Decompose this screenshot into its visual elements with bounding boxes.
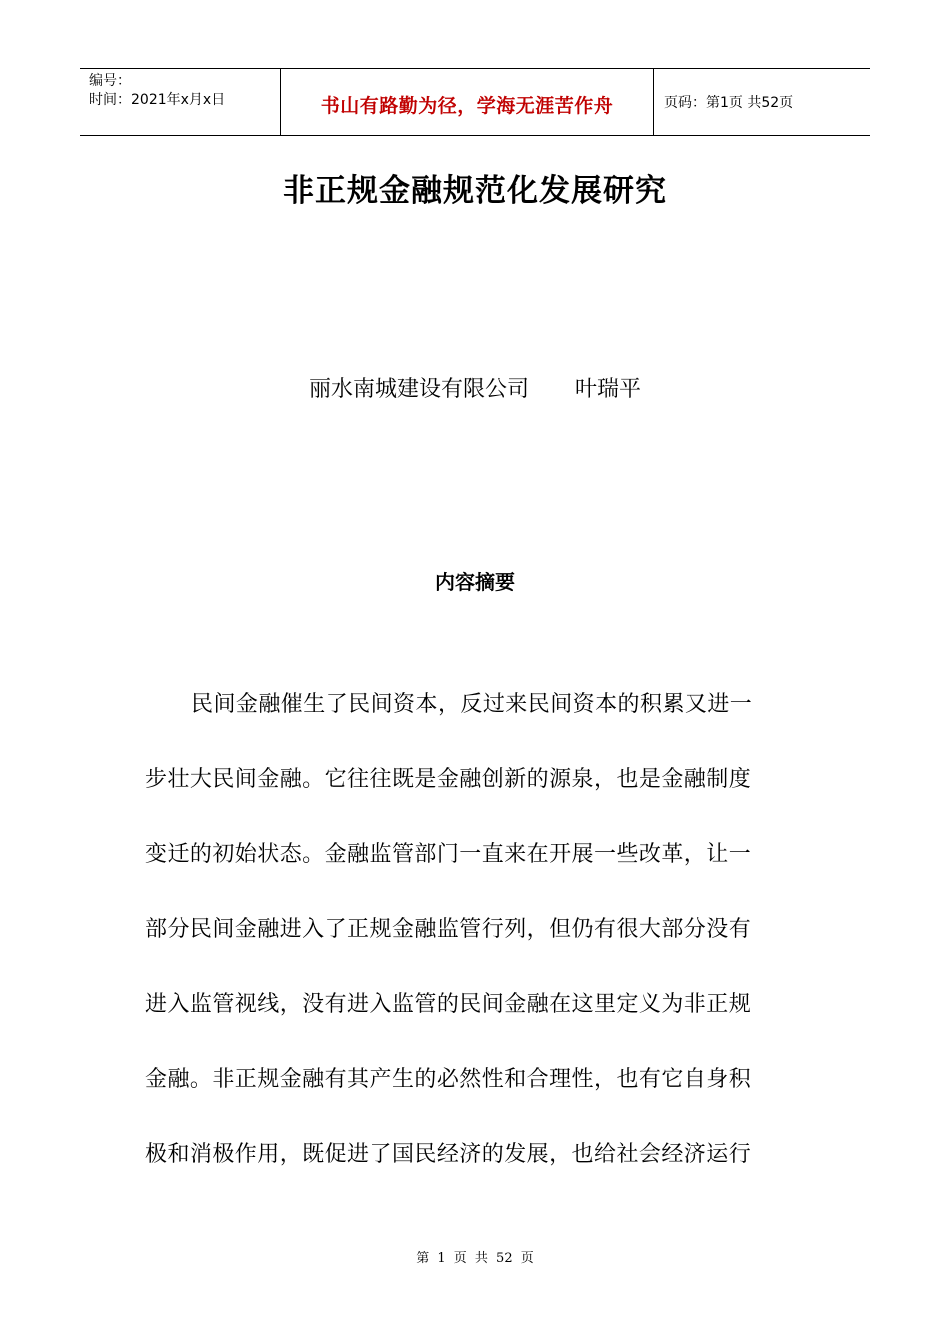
body-line: 步壮大民间金融。它往往既是金融创新的源泉，也是金融制度 [145, 767, 752, 792]
motto-text: 书山有路勤为径，学海无涯苦作舟 [320, 94, 614, 117]
body-line: 金融。非正规金融有其产生的必然性和合理性，也有它自身积 [145, 1067, 752, 1092]
abstract-body [145, 686, 810, 1211]
body-line: 变迁的初始状态。金融监管部门一直来在开展一些改革，让一 [145, 842, 752, 867]
body-line: 进入监管视线，没有进入监管的民间金融在这里定义为非正规 [145, 992, 752, 1017]
header-info-cell [80, 69, 281, 135]
header-motto-cell [281, 69, 654, 135]
page-footer: 第 1 页 共 52 页 [416, 1251, 534, 1266]
body-line: 民间金融催生了民间资本，反过来民间资本的积累又进一 [191, 692, 753, 717]
page-label: 页码：第1页 共52页 [664, 95, 794, 111]
header-page-cell [654, 69, 870, 135]
author-name: 叶瑞平 [575, 377, 642, 402]
author-line [0, 372, 950, 403]
number-label: 编号： [89, 73, 131, 89]
time-label: 时间：2021年x月x日 [89, 92, 226, 108]
document-title: 非正规金融规范化发展研究 [283, 173, 667, 209]
abstract-heading: 内容摘要 [435, 570, 515, 594]
header-table [80, 68, 870, 136]
body-line: 部分民间金融进入了正规金融监管行列，但仍有很大部分没有 [145, 917, 752, 942]
company-name: 丽水南城建设有限公司 [308, 377, 529, 402]
body-line: 极和消极作用，既促进了国民经济的发展，也给社会经济运行 [145, 1142, 752, 1167]
